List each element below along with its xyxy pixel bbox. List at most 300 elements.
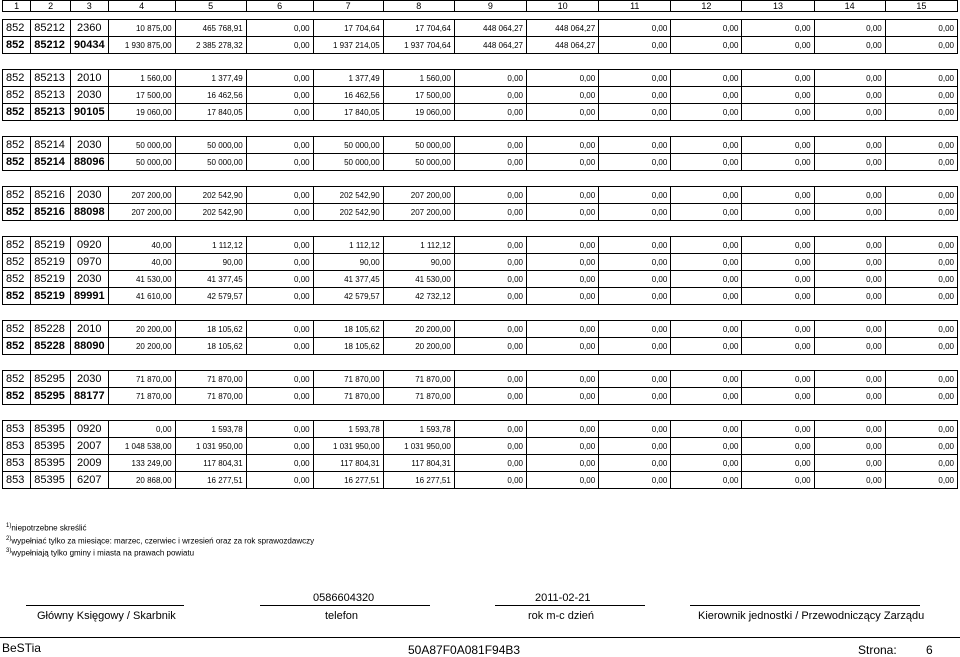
table-cell: 20 868,00	[108, 472, 175, 489]
table-cell: 20 200,00	[383, 321, 454, 338]
table-cell: 448 064,27	[526, 37, 598, 54]
table-cell: 0,00	[454, 455, 526, 472]
table-cell: 1 930 875,00	[108, 37, 175, 54]
table-cell: 0,00	[526, 204, 598, 221]
table-cell: 0,00	[671, 20, 742, 37]
table-cell: 0,00	[885, 271, 957, 288]
table-cell: 0,00	[526, 321, 598, 338]
subtotal-row	[3, 204, 958, 221]
table-cell: 0,00	[246, 204, 313, 221]
table-cell: 0,00	[454, 187, 526, 204]
date-label: rok m-c dzień	[528, 610, 595, 622]
table-cell: 448 064,27	[526, 20, 598, 37]
table-cell: 0,00	[742, 104, 814, 121]
table-cell: 0,00	[885, 37, 957, 54]
table-cell: 0,00	[599, 271, 671, 288]
table-cell: 0,00	[742, 371, 814, 388]
table-cell: 0,00	[246, 455, 313, 472]
subtotal-row	[3, 37, 958, 54]
table-cell: 0,00	[671, 154, 742, 171]
table-cell: 41 377,45	[175, 271, 246, 288]
table-cell: 16 277,51	[175, 472, 246, 489]
table-cell: 71 870,00	[175, 388, 246, 405]
table-cell: 0,00	[526, 455, 598, 472]
table-row	[3, 187, 958, 204]
table-cell: 852	[3, 104, 31, 121]
table-cell: 117 804,31	[175, 455, 246, 472]
table-cell: 1 593,78	[175, 421, 246, 438]
table-cell: 88098	[70, 204, 108, 221]
subtotal-row	[3, 154, 958, 171]
table-cell: 41 377,45	[313, 271, 383, 288]
table-cell: 0,00	[246, 20, 313, 37]
group-spacer	[3, 12, 958, 20]
table-cell: 85219	[31, 271, 71, 288]
table-cell: 0,00	[814, 104, 885, 121]
table-cell: 0,00	[454, 388, 526, 405]
table-row	[3, 472, 958, 489]
table-cell: 2030	[70, 271, 108, 288]
table-cell: 18 105,62	[313, 321, 383, 338]
table-cell: 1 377,49	[313, 70, 383, 87]
chief-accountant-label: Główny Księgowy / Skarbnik	[37, 610, 176, 622]
table-cell: 85216	[31, 187, 71, 204]
table-cell: 16 462,56	[313, 87, 383, 104]
column-number: 13	[742, 1, 814, 12]
table-cell: 0,00	[671, 321, 742, 338]
group-spacer	[3, 221, 958, 237]
column-number-row	[3, 1, 958, 12]
column-number: 10	[526, 1, 598, 12]
group-spacer	[3, 305, 958, 321]
table-cell: 1 560,00	[108, 70, 175, 87]
table-cell: 0,00	[526, 421, 598, 438]
table-cell: 0,00	[671, 421, 742, 438]
table-cell: 0,00	[246, 472, 313, 489]
table-cell: 90105	[70, 104, 108, 121]
table-cell: 0,00	[814, 87, 885, 104]
group-spacer	[3, 355, 958, 371]
table-cell: 0,00	[742, 338, 814, 355]
table-cell: 852	[3, 338, 31, 355]
table-cell: 42 732,12	[383, 288, 454, 305]
page-number: 6	[926, 643, 933, 657]
table-cell: 71 870,00	[108, 371, 175, 388]
table-row	[3, 137, 958, 154]
column-number: 1	[3, 1, 31, 12]
table-cell: 0,00	[526, 154, 598, 171]
table-cell: 0,00	[526, 438, 598, 455]
table-cell: 85219	[31, 288, 71, 305]
subtotal-row	[3, 338, 958, 355]
table-cell: 0,00	[885, 237, 957, 254]
table-cell: 117 804,31	[313, 455, 383, 472]
table-cell: 207 200,00	[383, 204, 454, 221]
table-cell: 2 385 278,32	[175, 37, 246, 54]
table-cell: 0,00	[526, 472, 598, 489]
head-label: Kierownik jednostki / Przewodniczący Zarządu	[698, 610, 925, 622]
table-cell: 85214	[31, 137, 71, 154]
table-cell: 0,00	[885, 104, 957, 121]
table-cell: 0,00	[742, 288, 814, 305]
table-cell: 0,00	[885, 204, 957, 221]
table-cell: 90,00	[383, 254, 454, 271]
table-cell: 853	[3, 455, 31, 472]
table-cell: 71 870,00	[108, 388, 175, 405]
column-number: 7	[313, 1, 383, 12]
table-cell: 0,00	[742, 87, 814, 104]
table-cell: 0,00	[526, 137, 598, 154]
table-cell: 852	[3, 371, 31, 388]
phone-value: 0586604320	[313, 592, 375, 604]
document-code: 50A87F0A081F94B3	[408, 643, 521, 657]
table-cell: 0,00	[246, 137, 313, 154]
table-cell: 852	[3, 288, 31, 305]
table-cell: 0,00	[671, 288, 742, 305]
column-number: 9	[454, 1, 526, 12]
table-cell: 89991	[70, 288, 108, 305]
table-cell: 0,00	[885, 154, 957, 171]
table-cell: 465 768,91	[175, 20, 246, 37]
phone-label: telefon	[325, 610, 359, 622]
table-cell: 0,00	[599, 321, 671, 338]
table-cell: 0,00	[599, 455, 671, 472]
table-cell: 1 112,12	[383, 237, 454, 254]
table-cell: 0,00	[742, 154, 814, 171]
table-cell: 0,00	[814, 254, 885, 271]
table-cell: 90,00	[175, 254, 246, 271]
table-cell: 0,00	[814, 204, 885, 221]
table-cell: 20 200,00	[108, 321, 175, 338]
table-cell: 0,00	[246, 37, 313, 54]
table-cell: 0,00	[742, 137, 814, 154]
table-cell: 0,00	[454, 104, 526, 121]
table-row	[3, 254, 958, 271]
table-cell: 85295	[31, 371, 71, 388]
table-cell: 0,00	[742, 37, 814, 54]
table-cell: 0,00	[742, 321, 814, 338]
table-cell: 0,00	[526, 338, 598, 355]
table-cell: 50 000,00	[313, 137, 383, 154]
table-cell: 85219	[31, 237, 71, 254]
table-cell: 0,00	[671, 237, 742, 254]
signature-line-head	[690, 605, 920, 606]
table-cell: 0,00	[814, 288, 885, 305]
table-cell: 41 530,00	[383, 271, 454, 288]
table-cell: 2030	[70, 137, 108, 154]
table-cell: 6207	[70, 472, 108, 489]
table-cell: 1 031 950,00	[313, 438, 383, 455]
table-cell: 85219	[31, 254, 71, 271]
table-cell: 0920	[70, 237, 108, 254]
table-cell: 41 530,00	[108, 271, 175, 288]
table-cell: 18 105,62	[175, 338, 246, 355]
table-cell: 852	[3, 37, 31, 54]
table-cell: 0,00	[599, 472, 671, 489]
table-cell: 2009	[70, 455, 108, 472]
table-cell: 0,00	[671, 187, 742, 204]
table-cell: 19 060,00	[108, 104, 175, 121]
table-cell: 0,00	[885, 288, 957, 305]
table-cell: 0,00	[454, 371, 526, 388]
table-cell: 0,00	[885, 455, 957, 472]
table-cell: 0,00	[246, 154, 313, 171]
table-cell: 41 610,00	[108, 288, 175, 305]
table-cell: 0,00	[814, 187, 885, 204]
column-number: 14	[814, 1, 885, 12]
table-cell: 85228	[31, 321, 71, 338]
table-cell: 85213	[31, 104, 71, 121]
group-spacer	[3, 121, 958, 137]
group-spacer	[3, 54, 958, 70]
table-cell: 0,00	[599, 20, 671, 37]
table-cell: 207 200,00	[108, 187, 175, 204]
table-row	[3, 371, 958, 388]
column-number: 11	[599, 1, 671, 12]
table-cell: 0,00	[526, 87, 598, 104]
table-cell: 0,00	[454, 338, 526, 355]
table-cell: 0,00	[599, 421, 671, 438]
table-cell: 448 064,27	[454, 20, 526, 37]
table-cell: 117 804,31	[383, 455, 454, 472]
table-cell: 85295	[31, 388, 71, 405]
table-cell: 71 870,00	[313, 388, 383, 405]
table-cell: 1 112,12	[175, 237, 246, 254]
column-number: 3	[70, 1, 108, 12]
table-cell: 0920	[70, 421, 108, 438]
table-cell: 40,00	[108, 254, 175, 271]
table-cell: 0,00	[246, 321, 313, 338]
table-cell: 852	[3, 254, 31, 271]
column-number: 15	[885, 1, 957, 12]
table-cell: 0,00	[599, 137, 671, 154]
table-cell: 0,00	[599, 237, 671, 254]
table-cell: 0,00	[246, 338, 313, 355]
table-cell: 0,00	[671, 338, 742, 355]
report-table	[2, 0, 958, 489]
table-cell: 0,00	[526, 288, 598, 305]
table-cell: 0,00	[454, 321, 526, 338]
column-number: 8	[383, 1, 454, 12]
table-cell: 1 560,00	[383, 70, 454, 87]
table-cell: 0,00	[599, 288, 671, 305]
column-number: 4	[108, 1, 175, 12]
table-cell: 202 542,90	[313, 187, 383, 204]
table-cell: 71 870,00	[383, 388, 454, 405]
table-cell: 0,00	[742, 20, 814, 37]
table-cell: 0,00	[246, 388, 313, 405]
table-row	[3, 438, 958, 455]
table-cell: 0,00	[454, 70, 526, 87]
table-cell: 852	[3, 137, 31, 154]
table-cell: 0,00	[671, 37, 742, 54]
table-row	[3, 271, 958, 288]
table-cell: 18 105,62	[313, 338, 383, 355]
column-number: 6	[246, 1, 313, 12]
table-cell: 0,00	[454, 154, 526, 171]
subtotal-row	[3, 104, 958, 121]
table-cell: 2030	[70, 187, 108, 204]
table-cell: 0,00	[885, 421, 957, 438]
table-cell: 0,00	[599, 37, 671, 54]
table-cell: 0,00	[526, 254, 598, 271]
table-cell: 0,00	[814, 37, 885, 54]
signature-line-accountant	[26, 605, 184, 606]
table-cell: 20 200,00	[108, 338, 175, 355]
page-label: Strona:	[858, 643, 897, 657]
table-cell: 0,00	[454, 288, 526, 305]
table-cell: 0,00	[742, 237, 814, 254]
table-cell: 0,00	[526, 237, 598, 254]
table-cell: 202 542,90	[175, 187, 246, 204]
table-cell: 17 704,64	[313, 20, 383, 37]
table-cell: 0,00	[885, 87, 957, 104]
table-cell: 207 200,00	[108, 204, 175, 221]
table-cell: 0,00	[671, 371, 742, 388]
table-cell: 0,00	[599, 371, 671, 388]
table-cell: 0,00	[814, 455, 885, 472]
table-cell: 0,00	[246, 87, 313, 104]
table-cell: 10 875,00	[108, 20, 175, 37]
table-cell: 852	[3, 87, 31, 104]
table-cell: 0,00	[671, 438, 742, 455]
table-cell: 0,00	[454, 472, 526, 489]
table-cell: 852	[3, 321, 31, 338]
footer-divider	[0, 637, 960, 638]
table-cell: 0,00	[246, 70, 313, 87]
app-name: BeSTia	[2, 641, 41, 655]
table-cell: 0,00	[526, 104, 598, 121]
table-cell: 85212	[31, 20, 71, 37]
table-cell: 0,00	[885, 371, 957, 388]
table-cell: 0,00	[599, 338, 671, 355]
table-cell: 0,00	[814, 137, 885, 154]
table-cell: 0,00	[671, 137, 742, 154]
table-cell: 85214	[31, 154, 71, 171]
table-cell: 0,00	[814, 388, 885, 405]
table-cell: 71 870,00	[313, 371, 383, 388]
table-cell: 0,00	[742, 455, 814, 472]
table-cell: 0,00	[814, 20, 885, 37]
table-cell: 1 031 950,00	[383, 438, 454, 455]
table-cell: 1 048 538,00	[108, 438, 175, 455]
table-cell: 0,00	[526, 271, 598, 288]
table-cell: 50 000,00	[108, 154, 175, 171]
table-cell: 0,00	[742, 421, 814, 438]
table-cell: 2007	[70, 438, 108, 455]
table-cell: 852	[3, 154, 31, 171]
table-cell: 0,00	[599, 438, 671, 455]
table-cell: 852	[3, 237, 31, 254]
table-cell: 0,00	[742, 70, 814, 87]
table-cell: 16 462,56	[175, 87, 246, 104]
column-number: 5	[175, 1, 246, 12]
table-cell: 2010	[70, 70, 108, 87]
table-cell: 85395	[31, 455, 71, 472]
table-cell: 50 000,00	[383, 154, 454, 171]
table-cell: 0,00	[246, 288, 313, 305]
table-row	[3, 321, 958, 338]
table-cell: 0,00	[454, 254, 526, 271]
table-cell: 0,00	[599, 87, 671, 104]
table-cell: 0,00	[742, 254, 814, 271]
signature-line-date	[495, 605, 645, 606]
table-cell: 0,00	[814, 237, 885, 254]
signature-line-phone	[260, 605, 430, 606]
table-cell: 2360	[70, 20, 108, 37]
table-cell: 16 277,51	[383, 472, 454, 489]
table-cell: 16 277,51	[313, 472, 383, 489]
table-cell: 40,00	[108, 237, 175, 254]
table-cell: 0,00	[246, 254, 313, 271]
table-cell: 0,00	[246, 371, 313, 388]
table-cell: 0,00	[814, 421, 885, 438]
table-cell: 0,00	[885, 187, 957, 204]
table-cell: 0,00	[246, 271, 313, 288]
table-cell: 17 500,00	[108, 87, 175, 104]
table-cell: 0,00	[454, 438, 526, 455]
table-cell: 90,00	[313, 254, 383, 271]
table-cell: 0,00	[599, 187, 671, 204]
table-cell: 0,00	[454, 271, 526, 288]
table-cell: 0970	[70, 254, 108, 271]
table-cell: 852	[3, 271, 31, 288]
table-cell: 0,00	[246, 421, 313, 438]
table-cell: 0,00	[246, 104, 313, 121]
table-cell: 0,00	[454, 204, 526, 221]
table-cell: 0,00	[885, 254, 957, 271]
table-cell: 0,00	[599, 154, 671, 171]
table-cell: 202 542,90	[175, 204, 246, 221]
table-cell: 85395	[31, 421, 71, 438]
table-cell: 0,00	[599, 70, 671, 87]
table-cell: 202 542,90	[313, 204, 383, 221]
group-spacer	[3, 171, 958, 187]
table-cell: 17 840,05	[175, 104, 246, 121]
table-cell: 88096	[70, 154, 108, 171]
table-cell: 0,00	[671, 70, 742, 87]
table-cell: 1 031 950,00	[175, 438, 246, 455]
table-row	[3, 87, 958, 104]
table-cell: 42 579,57	[313, 288, 383, 305]
table-row	[3, 70, 958, 87]
table-cell: 1 937 214,05	[313, 37, 383, 54]
table-cell: 1 593,78	[383, 421, 454, 438]
table-cell: 0,00	[454, 87, 526, 104]
table-cell: 0,00	[814, 472, 885, 489]
table-cell: 0,00	[246, 438, 313, 455]
table-cell: 852	[3, 187, 31, 204]
table-cell: 50 000,00	[108, 137, 175, 154]
table-cell: 0,00	[671, 388, 742, 405]
table-cell: 85212	[31, 37, 71, 54]
table-cell: 0,00	[526, 70, 598, 87]
table-cell: 0,00	[671, 104, 742, 121]
table-cell: 0,00	[814, 438, 885, 455]
table-cell: 85216	[31, 204, 71, 221]
table-row	[3, 20, 958, 37]
table-cell: 852	[3, 204, 31, 221]
table-cell: 852	[3, 388, 31, 405]
table-cell: 18 105,62	[175, 321, 246, 338]
subtotal-row	[3, 388, 958, 405]
table-cell: 0,00	[454, 137, 526, 154]
footnote-1: $^{1)}$niepotrzebne skreślić	[6, 523, 87, 533]
table-cell: 1 593,78	[313, 421, 383, 438]
table-cell: 0,00	[742, 388, 814, 405]
table-cell: 50 000,00	[175, 137, 246, 154]
table-cell: 17 704,64	[383, 20, 454, 37]
